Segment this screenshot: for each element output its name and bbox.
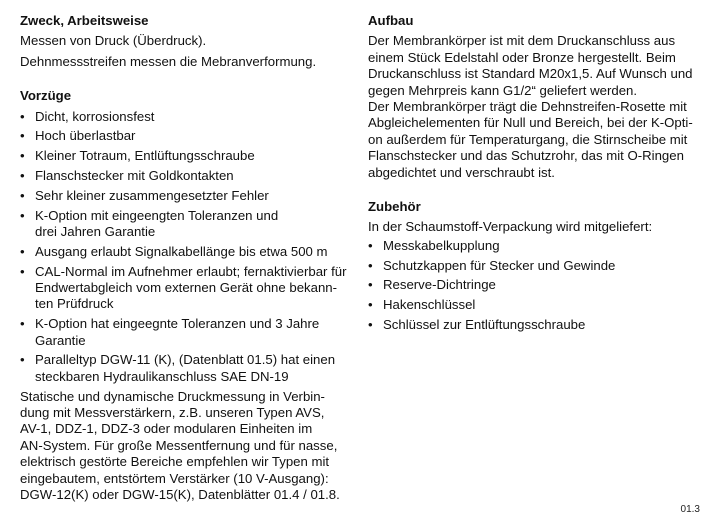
accessories-list bbox=[368, 238, 708, 334]
accessory-item-text: Hakenschlüssel bbox=[383, 297, 476, 313]
accessories-heading: Zubehör bbox=[368, 199, 421, 215]
advantage-item bbox=[20, 316, 360, 349]
advantage-item-text: Sehr kleiner zusammengesetzter Fehler bbox=[35, 187, 269, 203]
bullet-marker: • bbox=[368, 297, 373, 313]
advantage-item bbox=[20, 352, 360, 385]
accessory-item bbox=[368, 277, 708, 293]
advantage-item-text: CAL-Normal im Aufnehmer erlaubt; fernaktivierbar für Endwertabgleich vom externen Gerät ohne bekann- ten Prüfdruck bbox=[35, 263, 347, 312]
advantages-list bbox=[20, 109, 360, 386]
advantage-item-text: Ausgang erlaubt Signalkabellänge bis etwa 500 m bbox=[35, 243, 328, 259]
right-column bbox=[368, 13, 708, 337]
bullet-marker: • bbox=[20, 263, 25, 279]
advantages-closing-paragraph: Statische und dynamische Druckmessung in Verbin- dung mit Messverstärkern, z.B. unseren Typen AVS, AV-1, DDZ-1, DDZ-3 oder modularen Einheiten im AN-System. Für große Messentfernung und für nasse, elektrisch gestörte Bereiche empfehlen wir Typen mit eingebautem, entstörtem Verstärker (10 V-Ausgang): DGW-12(K) oder DGW-15(K), Datenblätter 01.4 / 01.8. bbox=[20, 388, 340, 503]
bullet-marker: • bbox=[368, 237, 373, 253]
purpose-line-2: Dehnmessstreifen messen die Mebranverformung. bbox=[20, 53, 317, 69]
construction-heading: Aufbau bbox=[368, 13, 414, 28]
bullet-marker: • bbox=[368, 277, 373, 293]
accessory-item-text: Schlüssel zur Entlüftungsschraube bbox=[383, 317, 586, 333]
bullet-marker: • bbox=[20, 352, 25, 368]
advantage-item bbox=[20, 244, 360, 260]
accessories-intro: In der Schaumstoff-Verpackung wird mitgeliefert: bbox=[368, 219, 653, 235]
bullet-marker: • bbox=[20, 316, 25, 332]
bullet-marker: • bbox=[20, 207, 25, 223]
construction-paragraph: Der Membrankörper ist mit dem Druckanschluss aus einem Stück Edelstahl oder Bronze hergestellt. Beim Druckanschluss ist Standard M20x1,5. Auf Wunsch und gegen Mehrpreis kann G1/2“ geliefert werden. Der Membrankörper trägt die Dehnstreifen-Rosette mit Abgleichelementen für Null und Bereich, bei der K-Opti- on außerdem für Temperaturgang, die Stirnscheibe mit Flanschstecker und das Schutzrohr, das mit O-Ringen abgedichtet und verschraubt ist. bbox=[368, 33, 693, 180]
advantage-item bbox=[20, 109, 360, 125]
advantage-item bbox=[20, 188, 360, 204]
bullet-marker: • bbox=[20, 168, 25, 184]
advantage-item-text: Hoch überlastbar bbox=[35, 128, 136, 144]
purpose-line-1: Messen von Druck (Überdruck). bbox=[20, 33, 207, 49]
advantage-item-text: Paralleltyp DGW-11 (K), (Datenblatt 01.5) hat einen steckbaren Hydraulikanschluss SAE DN-19 bbox=[35, 352, 336, 384]
advantage-item-text: Dicht, korrosionsfest bbox=[35, 108, 155, 124]
advantage-item bbox=[20, 148, 360, 164]
accessory-item-text: Messkabelkupplung bbox=[383, 237, 500, 253]
advantage-item bbox=[20, 168, 360, 184]
bullet-marker: • bbox=[368, 257, 373, 273]
left-column bbox=[20, 13, 360, 503]
accessory-item bbox=[368, 317, 708, 333]
accessory-item-text: Reserve-Dichtringe bbox=[383, 277, 496, 293]
bullet-marker: • bbox=[20, 243, 25, 259]
bullet-marker: • bbox=[20, 148, 25, 164]
accessory-item-text: Schutzkappen für Stecker und Gewinde bbox=[383, 257, 616, 273]
bullet-marker: • bbox=[20, 187, 25, 203]
advantage-item bbox=[20, 264, 360, 313]
advantage-item-text: Flanschstecker mit Goldkontakten bbox=[35, 168, 234, 184]
advantages-heading: Vorzüge bbox=[20, 88, 72, 104]
bullet-marker: • bbox=[20, 108, 25, 124]
bullet-marker: • bbox=[368, 317, 373, 333]
page-number: 01.3 bbox=[680, 503, 700, 515]
advantage-item-text: K-Option mit eingeengten Toleranzen und drei Jahren Garantie bbox=[35, 207, 279, 240]
advantage-item bbox=[20, 208, 360, 241]
accessory-item bbox=[368, 297, 708, 313]
advantage-item bbox=[20, 128, 360, 144]
purpose-heading: Zweck, Arbeitsweise bbox=[20, 13, 149, 28]
accessory-item bbox=[368, 238, 708, 254]
accessory-item bbox=[368, 258, 708, 274]
bullet-marker: • bbox=[20, 128, 25, 144]
advantage-item-text: Kleiner Totraum, Entlüftungsschraube bbox=[35, 148, 255, 164]
advantage-item-text: K-Option hat eingeegnte Toleranzen und 3 Jahre Garantie bbox=[35, 316, 320, 348]
